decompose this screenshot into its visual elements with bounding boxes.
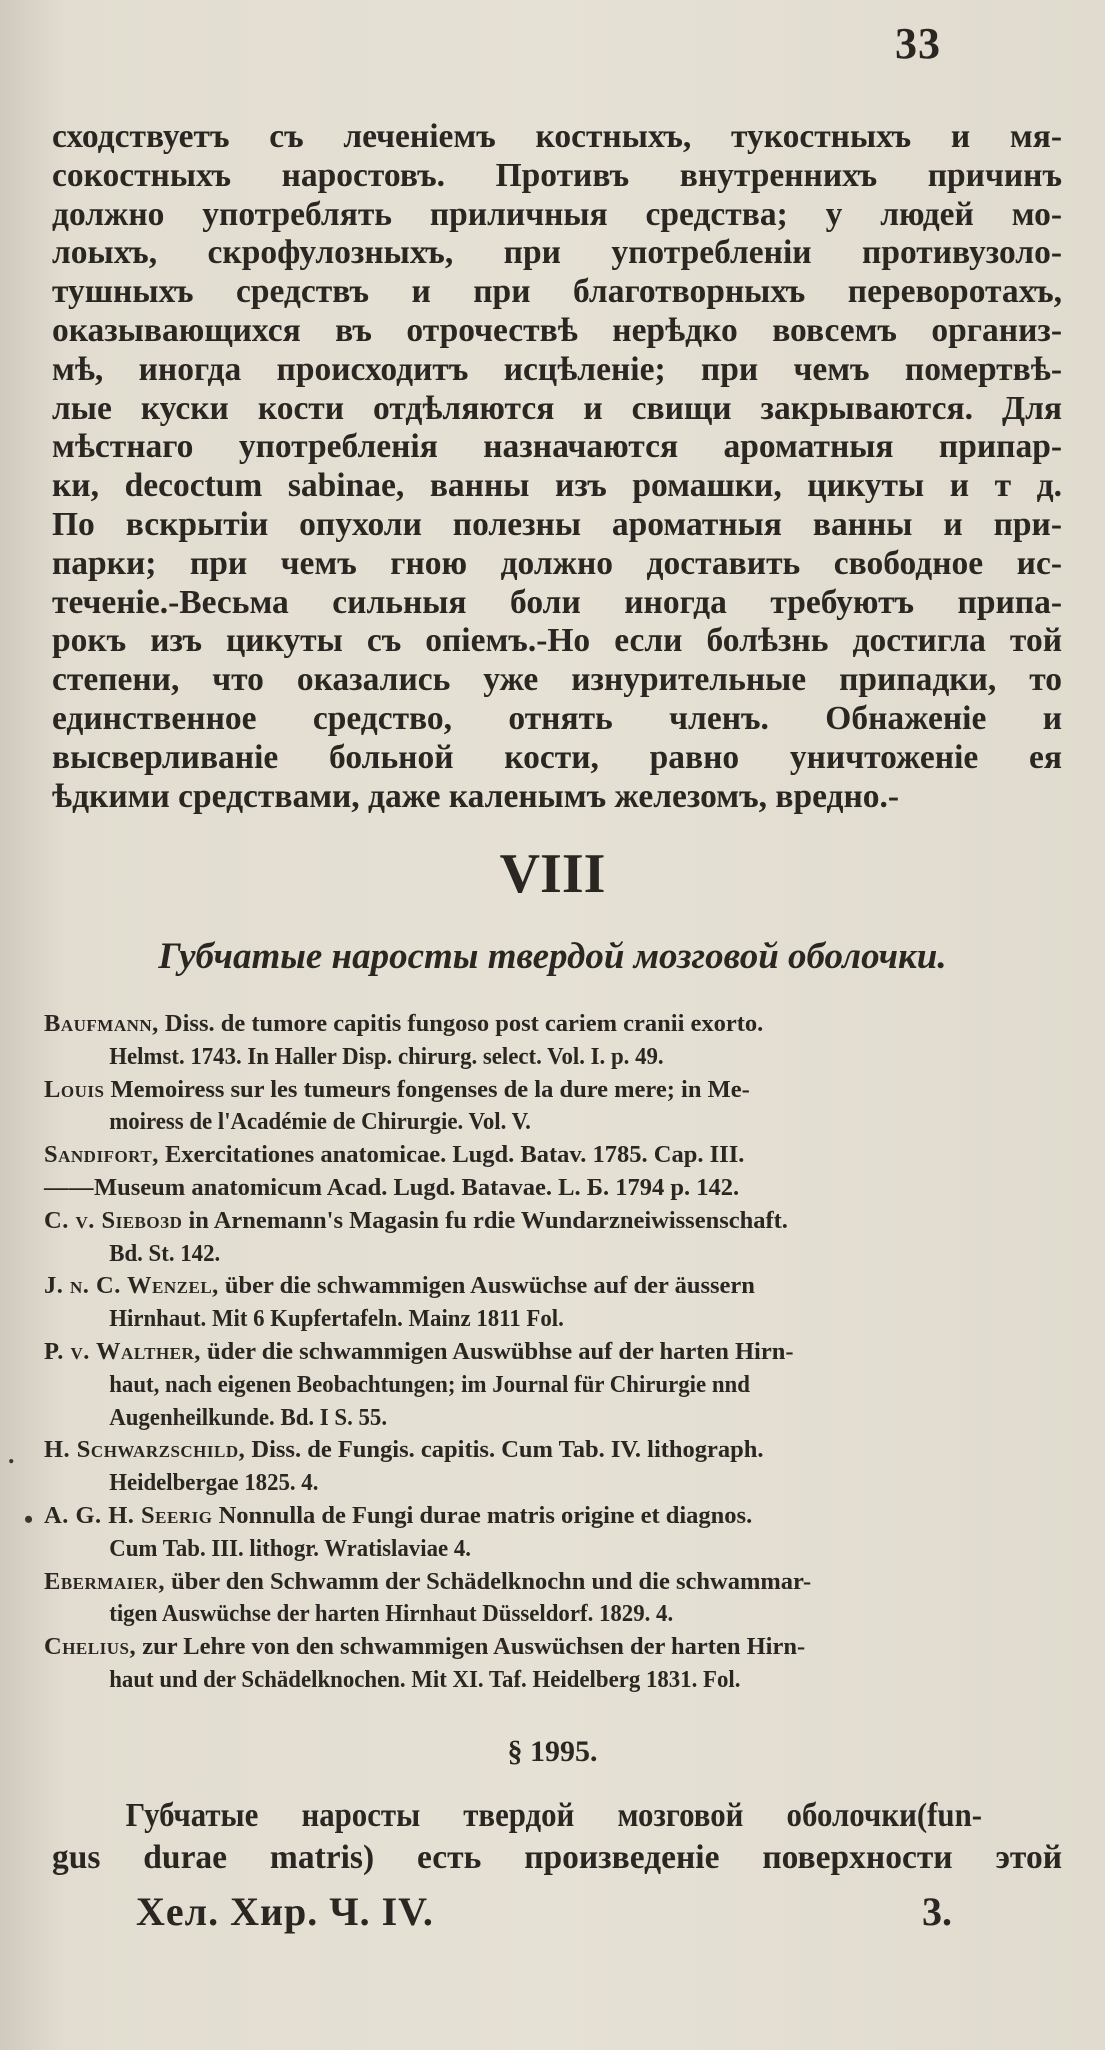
section-number: VIII	[499, 843, 606, 905]
margin-mark: .	[8, 1440, 15, 1469]
bibliography-text: Memoiress sur les tumeurs fongenses de la dure mere; in Me-	[104, 1075, 750, 1103]
paragraph-number: § 1995.	[507, 1735, 598, 1768]
bibliography-line	[44, 1008, 1069, 1041]
bibliography-continuation: Heidelbergae 1825. 4.	[109, 1469, 319, 1497]
bibliography-line	[44, 1500, 1069, 1533]
bibliography-text: Diss. de tumore capitis fungoso post cariem cranii exorto.	[158, 1010, 764, 1037]
bibliography-entry	[44, 1270, 1069, 1336]
body-line: лоыхъ, скрофулозныхъ, при употребленіи противузоло-	[52, 234, 1062, 272]
bibliography-author: ——	[44, 1173, 94, 1201]
bibliography-author: Sandifort,	[44, 1141, 159, 1169]
body-text	[52, 118, 1062, 816]
bibliography-author: Baufmann,	[44, 1010, 159, 1037]
bibliography-continuation: haut, nach eigenen Beobachtungen; im Journal für Chirurgie nnd	[109, 1370, 750, 1398]
bibliography-continuation: Cum Tab. III. lithogr. Wratislaviae 4.	[109, 1534, 471, 1562]
bibliography-continuation: Hirnhaut. Mit 6 Kupfertafeln. Mainz 1811 Fol.	[109, 1305, 564, 1333]
bibliography-text: zur Lehre von den schwammigen Auswüchsen der harten Hirn-	[136, 1633, 806, 1661]
bibliography-entry	[44, 1205, 1069, 1271]
bibliography-entry	[44, 1434, 1069, 1500]
bibliography-line	[44, 1631, 1069, 1664]
bibliography-continuation: haut und der Schädelknochen. Mit XI. Taf. Heidelberg 1831. Fol.	[109, 1665, 741, 1693]
bibliography-author: Chelius,	[44, 1633, 137, 1661]
bibliography-line	[44, 1270, 1069, 1303]
paragraph-line: Губчатые наросты твердой мозговой оболочки(fun-	[125, 1797, 983, 1834]
bibliography-entry	[44, 1139, 1069, 1172]
printer-signature: Хел. Хир. Ч. IV.	[136, 1889, 434, 1934]
body-line: высверливаніе больной кости, равно уничтоженіе ея	[52, 738, 1062, 776]
body-line: теченіе.-Весьма сильныя боли иногда требуютъ припа-	[52, 583, 1062, 621]
body-line: мѣ, иногда происходитъ исцѣленіе; при чемъ помертвѣ-	[52, 350, 1062, 388]
bibliography-text: in Arnemann's Magasin fu rdie Wundarzneiwissenschaft.	[182, 1206, 788, 1234]
bibliography-line	[44, 1139, 1069, 1172]
body-line: По вскрытіи опухоли полезны ароматныя ванны и при-	[52, 505, 1062, 543]
bibliography-continuation: tigen Auswüchse der harten Hirnhaut Düsseldorf. 1829. 4.	[109, 1600, 674, 1628]
bibliography-text: Nonnulla de Fungi durae matris origine et diagnos.	[212, 1501, 753, 1529]
bibliography-entry	[44, 1336, 1069, 1434]
bibliography	[44, 1008, 1069, 1697]
bibliography-entry	[44, 1074, 1069, 1140]
bibliography-text: über die schwammigen Auswüchse auf der äussern	[218, 1272, 755, 1300]
body-line: ки, decoctum sabinae, ванны изъ ромашки, цикуты и т д.	[52, 467, 1062, 505]
bibliography-line	[44, 1074, 1069, 1107]
body-line: ѣдкими средствами, даже каленымъ железомъ, вредно.-	[52, 777, 900, 815]
bibliography-text: über den Schwamm der Schädelknochn und die schwammar-	[164, 1567, 812, 1595]
bibliography-text: Exercitationes anatomicae. Lugd. Batav. 1785. Cap. III.	[158, 1141, 745, 1169]
body-line: парки; при чемъ гною должно доставить свободное ис-	[52, 544, 1062, 582]
body-line: рокъ изъ цикуты съ опіемъ.-Но если болѣзнь достигла той	[52, 622, 1062, 660]
bibliography-continuation: Augenheilkunde. Bd. I S. 55.	[109, 1403, 388, 1431]
bibliography-line	[44, 1434, 1069, 1467]
bibliography-line	[44, 1336, 1069, 1369]
bibliography-continuation: moiress de l'Académie de Chirurgie. Vol. V.	[109, 1108, 531, 1136]
margin-mark: •	[24, 1505, 34, 1534]
body-line: единственное средство, отнять членъ. Обнаженіе и	[52, 699, 1062, 737]
bibliography-line	[44, 1205, 1069, 1238]
bibliography-entry	[44, 1566, 1069, 1632]
bibliography-line	[44, 1566, 1069, 1599]
bibliography-line	[44, 1172, 1069, 1205]
bibliography-author: J. n. C. Wenzel,	[44, 1272, 219, 1300]
body-line: степени, что оказались уже изнурительные припадки, то	[52, 661, 1062, 699]
section-title: Губчатые наросты твердой мозговой оболочки.	[158, 936, 947, 977]
bibliography-author: H. Schwarzschild,	[44, 1436, 246, 1464]
bibliography-author: P. v. Walther,	[44, 1337, 201, 1365]
bibliography-author: Louis	[44, 1075, 105, 1103]
body-line: сходствуетъ съ леченіемъ костныхъ, тукостныхъ и мя-	[52, 118, 1062, 155]
bibliography-text: Diss. de Fungis. capitis. Cum Tab. IV. lithograph.	[245, 1436, 764, 1464]
bibliography-text: üder die schwammigen Auswübhse auf der harten Hirn-	[200, 1337, 794, 1365]
bibliography-entry	[44, 1008, 1069, 1074]
bibliography-text: Museum anatomicum Acad. Lugd. Batavae. L. Б. 1794 p. 142.	[94, 1173, 740, 1201]
bibliography-continuation: Bd. St. 142.	[109, 1239, 221, 1267]
bibliography-continuation: Helmst. 1743. In Haller Disp. chirurg. select. Vol. I. p. 49.	[109, 1042, 664, 1070]
bibliography-author: A. G. H. Seerig	[44, 1501, 213, 1529]
body-line: лые куски кости отдѣляются и свищи закрываются. Для	[52, 389, 1062, 427]
bibliography-entry	[44, 1631, 1069, 1697]
body-line: сокостныхъ наростовъ. Противъ внутреннихъ причинъ	[52, 156, 1062, 194]
bibliography-entry	[44, 1172, 1069, 1205]
bibliography-author: C. v. Sieboзd	[44, 1206, 183, 1234]
body-line: мѣстнаго употребленія назначаются ароматныя припар-	[52, 428, 1062, 466]
body-line: должно употреблять приличныя средства; у людей мо-	[52, 195, 1062, 233]
body-line: оказывающихся въ отрочествѣ нерѣдко вовсемъ организ-	[52, 311, 1062, 349]
page-number: 33	[895, 19, 941, 68]
paragraph-line: gus durae matris) есть произведеніе поверхности этой	[52, 1839, 1062, 1876]
body-line: тушныхъ средствъ и при благотворныхъ переворотахъ,	[52, 273, 1062, 311]
bibliography-author: Ebermaier,	[44, 1567, 165, 1595]
paragraph-text	[52, 1795, 1062, 1879]
bibliography-entry	[44, 1500, 1069, 1566]
signature-number: 3.	[922, 1889, 952, 1934]
